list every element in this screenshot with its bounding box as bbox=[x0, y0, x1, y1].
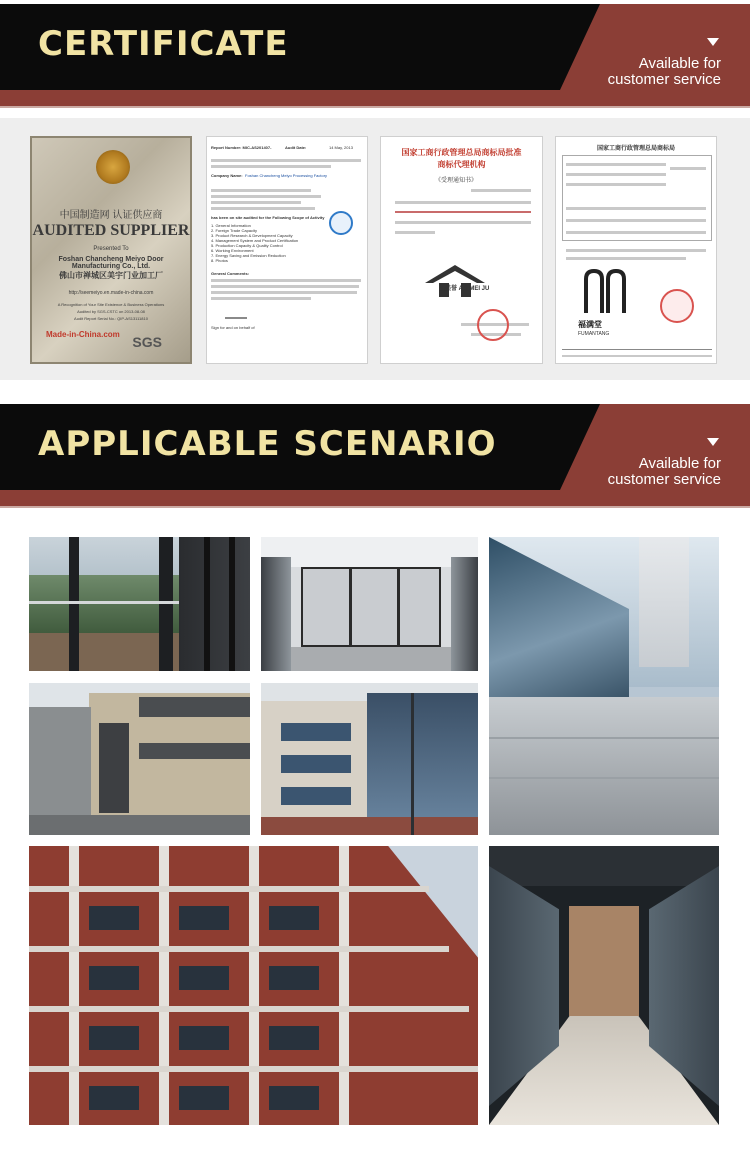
plaque-cn-title: 中国制造网 认证供应商 bbox=[59, 210, 163, 221]
red-seal-icon bbox=[477, 309, 509, 341]
photo-building-facade[interactable] bbox=[261, 683, 478, 835]
brand-cn: 福满堂 bbox=[578, 320, 602, 329]
plaque-cn-company: 佛山市禅城区美宇门业加工厂 bbox=[59, 271, 163, 280]
audit-report-document[interactable] bbox=[206, 136, 368, 364]
trademark-notice-document[interactable] bbox=[380, 136, 543, 364]
certificate-banner bbox=[0, 0, 750, 112]
plaque-audit-by: Audited by SGS-CSTC on 2013-08-08 bbox=[77, 309, 145, 314]
section-title-scenario: APPLICABLE SCENARIO bbox=[38, 424, 497, 464]
report-audit-date-label: Audit Date: bbox=[285, 145, 307, 150]
customer-service-note[interactable] bbox=[571, 56, 721, 88]
fumantang-logo-icon bbox=[580, 267, 630, 317]
banner-red-strip bbox=[0, 90, 750, 106]
notice-title: 国家工商行政管理总局商标局批准 bbox=[401, 148, 522, 157]
plaque-report-no: Audit Report Serial No.: QIP-AS13111810 bbox=[74, 316, 148, 321]
service-line-2: customer service bbox=[607, 71, 721, 88]
brand-en: FUMANTANG bbox=[578, 331, 610, 337]
plaque-audit-note: A Recognition of Your Site Existence & Business Operations bbox=[57, 302, 165, 307]
award-emblem-icon bbox=[96, 150, 130, 184]
chevron-down-icon[interactable] bbox=[707, 38, 719, 46]
report-company-value: Foshan Chancheng Meiyo Processing Factory bbox=[245, 173, 328, 178]
service-line-1: Available for bbox=[638, 55, 721, 72]
registration-title: 国家工商行政管理总局商标局 bbox=[596, 146, 675, 152]
report-company-label: Company Name: bbox=[211, 173, 243, 178]
banner-divider bbox=[0, 506, 750, 508]
made-in-china-logo: Made-in-China.com bbox=[46, 330, 120, 339]
service-line-2: customer service bbox=[607, 471, 721, 488]
signature bbox=[225, 317, 247, 319]
customer-service-note[interactable] bbox=[571, 456, 721, 488]
service-line-1: Available for bbox=[638, 455, 721, 472]
photo-villa-balcony[interactable] bbox=[29, 683, 250, 835]
audit-seal-icon bbox=[329, 211, 353, 235]
trademark-registration-document[interactable] bbox=[555, 136, 717, 364]
certificate-gallery bbox=[0, 118, 750, 380]
report-audit-date: 14 May, 2013 bbox=[329, 145, 353, 150]
plaque-url: http://seemeiyo.en.made-in-china.com bbox=[68, 290, 154, 296]
notice-heading: 《受理通知书》 bbox=[435, 178, 478, 184]
plaque-presented: Presented To bbox=[93, 246, 129, 252]
banner-divider bbox=[0, 106, 750, 108]
report-sign: Sign for and on behalf of bbox=[211, 325, 255, 330]
plaque-title: AUDITED SUPPLIER bbox=[32, 222, 190, 239]
photo-window-city-view[interactable] bbox=[29, 537, 250, 671]
photo-office-glass-partition[interactable] bbox=[261, 537, 478, 671]
registration-seal-icon bbox=[660, 289, 694, 323]
report-number: Report Number: MIC-AS201407- bbox=[211, 145, 272, 150]
section-title-certificate: CERTIFICATE bbox=[38, 24, 289, 64]
audited-supplier-plaque[interactable] bbox=[30, 136, 192, 364]
plaque-company: Foshan Chancheng Meiyo Door Manufacturing Co., Ltd. bbox=[58, 256, 164, 270]
photo-red-tower-windows[interactable] bbox=[29, 846, 478, 1125]
notice-subtitle: 商标代理机构 bbox=[437, 160, 486, 169]
report-scope-list: 1. General Information 2. Foreign Trade Capacity 3. Product Research & Development Capacity 4. Management System and Product Certification 5. Production Capacity & Quality Control 6. Working Environment 7. Energy Saving and Emission Reduction 8. Photos bbox=[211, 223, 299, 263]
report-scope-title: has been on site audited for the Following Scope of Activity bbox=[211, 215, 325, 220]
sgs-logo: SGS bbox=[132, 334, 162, 350]
chevron-down-icon[interactable] bbox=[707, 438, 719, 446]
banner-red-strip bbox=[0, 490, 750, 506]
brand-text: 满美誉 AO MEI JU bbox=[439, 286, 490, 292]
report-comments: General Comments: bbox=[211, 271, 250, 276]
house-logo-icon bbox=[419, 261, 491, 301]
photo-glass-curtain-wall[interactable] bbox=[489, 537, 719, 835]
scenario-banner bbox=[0, 400, 750, 512]
photo-glass-corridor[interactable] bbox=[489, 846, 719, 1125]
